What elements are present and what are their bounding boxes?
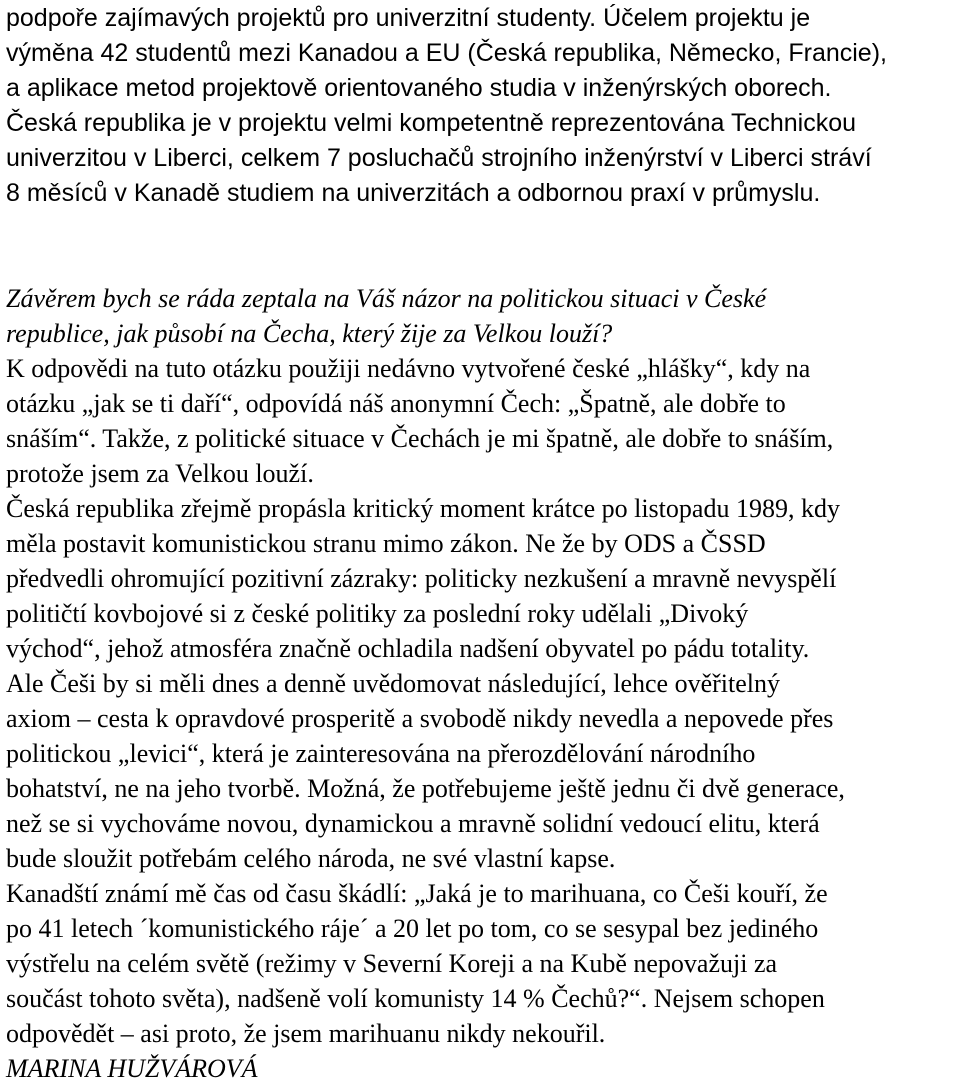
document-page [6, 0, 958, 1086]
text-line: Česká republika je v projektu velmi kompetentně reprezentována Technickou [6, 109, 857, 137]
answer-line: bude sloužit potřebám celého národa, ne své vlastní kapse. [6, 844, 616, 873]
answer-line: Česká republika zřejmě propásla kritický moment krátce po listopadu 1989, kdy [6, 494, 840, 523]
interview-question [6, 281, 958, 351]
question-line: republice, jak působí na Čecha, který žije za Velkou louží? [6, 319, 613, 348]
interview-answer [6, 351, 958, 1051]
text-line: univerzitou v Liberci, celkem 7 posluchačů strojního inženýrství v Liberci stráví [6, 144, 872, 172]
answer-line: výstřelu na celém světě (režimy v Severní Koreji a na Kubě nepovažuji za [6, 949, 778, 978]
answer-line: protože jsem za Velkou louží. [6, 459, 314, 488]
answer-line: předvedli ohromující pozitivní zázraky: politicky nezkušení a mravně nevyspělí [6, 564, 837, 593]
answer-line: politickou „levici“, která je zainteresována na přerozdělování národního [6, 739, 756, 768]
answer-line: K odpovědi na tuto otázku použiji nedávno vytvořené české „hlášky“, kdy na [6, 354, 811, 383]
answer-line: axiom – cesta k opravdové prosperitě a svobodě nikdy nevedla a nepovede přes [6, 704, 834, 733]
text-line: a aplikace metod projektově orientovaného studia v inženýrských oborech. [6, 74, 832, 102]
question-line: Závěrem bych se ráda zeptala na Váš názor na politickou situaci v České [6, 284, 767, 313]
author-signature: MARINA HUŽVÁROVÁ [6, 1054, 258, 1083]
answer-line: odpovědět – asi proto, že jsem marihuanu nikdy nekouřil. [6, 1019, 606, 1048]
answer-line: součást tohoto světa), nadšeně volí komunisty 14 % Čechů?“. Nejsem schopen [6, 984, 825, 1013]
answer-line: bohatství, ne na jeho tvorbě. Možná, že potřebujeme ještě jednu či dvě generace, [6, 774, 845, 803]
answer-line: snáším“. Takže, z politické situace v Čechách je mi špatně, ale dobře to snáším, [6, 424, 834, 453]
answer-line: než se si vychováme novou, dynamickou a mravně solidní vedoucí elitu, která [6, 809, 820, 838]
answer-line: političtí kovbojové si z české politiky za poslední roky udělali „Divoký [6, 599, 749, 628]
answer-line: otázku „jak se ti daří“, odpovídá náš anonymní Čech: „Špatně, ale dobře to [6, 389, 786, 418]
answer-line: Kanadští známí mě čas od času škádlí: „Jaká je to marihuana, co Češi kouří, že [6, 879, 828, 908]
answer-line: Ale Češi by si měli dnes a denně uvědomovat následující, lehce ověřitelný [6, 669, 781, 698]
answer-line: po 41 letech ´komunistického ráje´ a 20 let po tom, co se sesypal bez jediného [6, 914, 819, 943]
answer-line: východ“, jehož atmosféra značně ochladila nadšení obyvatel po pádu totality. [6, 634, 810, 663]
text-line: výměna 42 studentů mezi Kanadou a EU (Česká republika, Německo, Francie), [6, 39, 887, 67]
text-line: 8 měsíců v Kanadě studiem na univerzitách a odbornou praxí v průmyslu. [6, 179, 821, 207]
paragraph-gap [6, 211, 958, 281]
text-line: podpoře zajímavých projektů pro univerzitní studenty. Účelem projektu je [6, 4, 811, 32]
paragraph-project [6, 1, 958, 211]
answer-line: měla postavit komunistickou stranu mimo zákon. Ne že by ODS a ČSSD [6, 529, 766, 558]
